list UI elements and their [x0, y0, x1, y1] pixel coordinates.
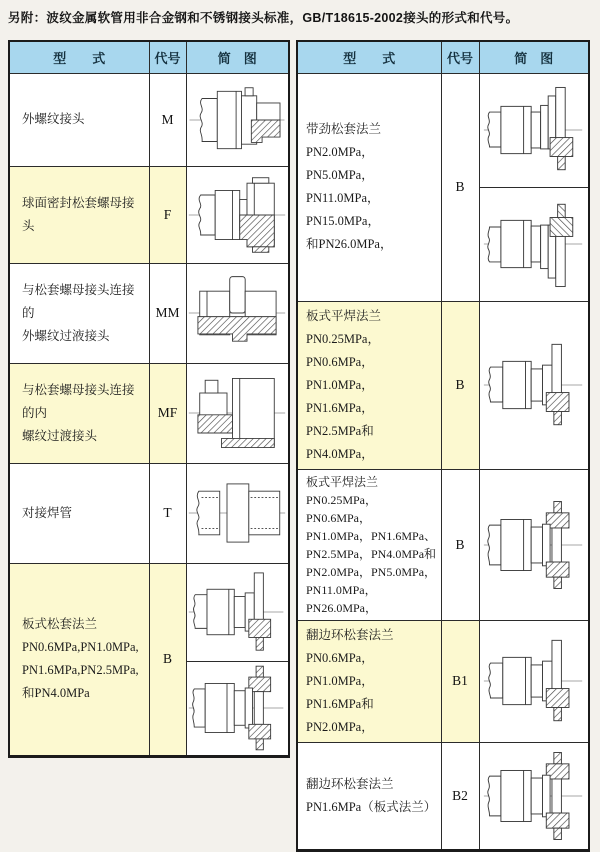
header-row: [297, 41, 589, 73]
type-line: 外螺纹接头: [22, 112, 85, 126]
diagram-cell: [186, 563, 289, 661]
type-line: 板式平焊法兰: [306, 474, 379, 489]
type-line: 带劲松套法兰: [306, 122, 382, 136]
type-cell: [297, 73, 441, 301]
connector-table-left: [8, 40, 290, 758]
plate-flat-weld-flange-double-bolt-diagram: [482, 495, 586, 595]
code-cell: B: [441, 469, 479, 620]
male-female-transition-joint-diagram: [187, 368, 287, 458]
type-cell: [9, 263, 149, 363]
diagram-cell: [186, 463, 289, 563]
type-line: PN0.25MPa，PN0.6MPa，: [306, 492, 378, 525]
column-header-type: 型 式: [9, 41, 149, 73]
table-row: [297, 620, 589, 742]
male-threaded-joint-diagram: [187, 77, 287, 163]
type-line: PN1.6MPa,PN2.5MPa,: [22, 663, 139, 677]
type-line: PN2.5MPa，PN4.0MPa和: [306, 546, 437, 561]
column-header-code: 代号: [149, 41, 186, 73]
type-line: PN2.5MPa和PN4.0MPa，: [306, 423, 374, 461]
table-row: [297, 73, 589, 187]
table-row: [9, 463, 289, 563]
type-line: 螺纹过渡接头: [22, 428, 98, 443]
type-line: 球面密封松套螺母接头: [22, 195, 135, 233]
code-cell: B2: [441, 742, 479, 850]
type-cell: [297, 301, 441, 469]
tables-container: [8, 40, 590, 852]
diagram-cell: [479, 187, 589, 301]
type-line: 板式松套法兰: [22, 617, 98, 631]
table-row: [9, 363, 289, 463]
diagram-cell: [186, 363, 289, 463]
type-cell: [9, 73, 149, 166]
type-line: 与松套螺母接头连接的内: [22, 382, 135, 420]
column-header-code: 代号: [441, 41, 479, 73]
type-line: 和PN26.0MPa，: [306, 237, 393, 251]
spherical-seal-loose-nut-joint-diagram: [187, 171, 287, 259]
diagram-cell: [479, 620, 589, 742]
code-cell: B: [149, 563, 186, 756]
diagram-cell: [186, 661, 289, 756]
type-line: PN0.6MPa，PN1.0MPa，: [306, 650, 374, 688]
code-cell: B: [441, 73, 479, 301]
type-line: 与松套螺母接头连接的: [22, 282, 135, 320]
table-row: [297, 301, 589, 469]
type-line: PN1.6MPa（板式法兰）: [306, 799, 437, 814]
table-row: [297, 742, 589, 850]
necked-loose-flange-variant-1-diagram: [482, 82, 586, 178]
type-line: PN1.6MPa和PN2.0MPa，: [306, 696, 374, 734]
diagram-cell: [479, 301, 589, 469]
type-cell: [297, 620, 441, 742]
type-cell: [297, 469, 441, 620]
code-cell: MF: [149, 363, 186, 463]
type-cell: [297, 742, 441, 850]
table-row: [9, 263, 289, 363]
male-male-transition-joint-diagram: [187, 268, 287, 358]
code-cell: F: [149, 166, 186, 263]
necked-loose-flange-variant-2-diagram: [482, 196, 586, 292]
header-row: [9, 41, 289, 73]
page-title: 另附：波纹金属软管用非合金钢和不锈钢接头标准，GB/T18615-2002接头的形式和代号。: [8, 11, 519, 25]
diagram-cell: [186, 166, 289, 263]
table-row: [9, 563, 289, 661]
type-line: 翻边环松套法兰: [306, 627, 394, 642]
type-line: PN2.0MPa，PN5.0MPa，: [306, 564, 437, 579]
code-cell: T: [149, 463, 186, 563]
connector-table-right: [296, 40, 590, 852]
type-line: 板式平焊法兰: [306, 308, 382, 323]
type-line: PN0.6MPa,PN1.0MPa,: [22, 640, 139, 654]
type-line: 对接焊管: [22, 505, 73, 520]
butt-weld-pipe-diagram: [187, 468, 287, 558]
type-line: PN1.0MPa，PN1.6MPa、: [306, 528, 437, 543]
diagram-cell: [479, 469, 589, 620]
type-cell: [9, 166, 149, 263]
diagram-cell: [186, 263, 289, 363]
type-line: PN11.0MPa，PN26.0MPa，: [306, 582, 378, 615]
type-line: PN0.25MPa，PN0.6MPa，: [306, 331, 380, 369]
type-cell: [9, 463, 149, 563]
diagram-cell: [186, 73, 289, 166]
type-line: 和PN4.0MPa: [22, 686, 90, 700]
type-line: 外螺纹过液接头: [22, 328, 110, 343]
flared-ring-loose-plate-flange-diagram: [482, 746, 586, 846]
plate-loose-flange-variant-1-diagram: [187, 567, 287, 657]
column-header-type: 型 式: [297, 41, 441, 73]
column-header-diagram: 简 图: [186, 41, 289, 73]
table-row: [9, 166, 289, 263]
code-cell: B: [441, 301, 479, 469]
code-cell: MM: [149, 263, 186, 363]
type-line: PN11.0MPa，PN15.0MPa，: [306, 191, 380, 228]
plate-flat-weld-flange-diagram: [482, 335, 586, 435]
table-row: [297, 469, 589, 620]
code-cell: B1: [441, 620, 479, 742]
diagram-cell: [479, 73, 589, 187]
plate-loose-flange-variant-2-diagram: [187, 663, 287, 753]
column-header-diagram: 简 图: [479, 41, 589, 73]
type-line: PN1.0MPa，PN1.6MPa，: [306, 377, 374, 415]
type-line: PN2.0MPa，PN5.0MPa，: [306, 145, 374, 182]
diagram-cell: [479, 742, 589, 850]
type-cell: [9, 563, 149, 756]
flared-ring-loose-flange-diagram: [482, 631, 586, 731]
type-line: 翻边环松套法兰: [306, 776, 394, 791]
type-cell: [9, 363, 149, 463]
table-row: [9, 73, 289, 166]
code-cell: M: [149, 73, 186, 166]
